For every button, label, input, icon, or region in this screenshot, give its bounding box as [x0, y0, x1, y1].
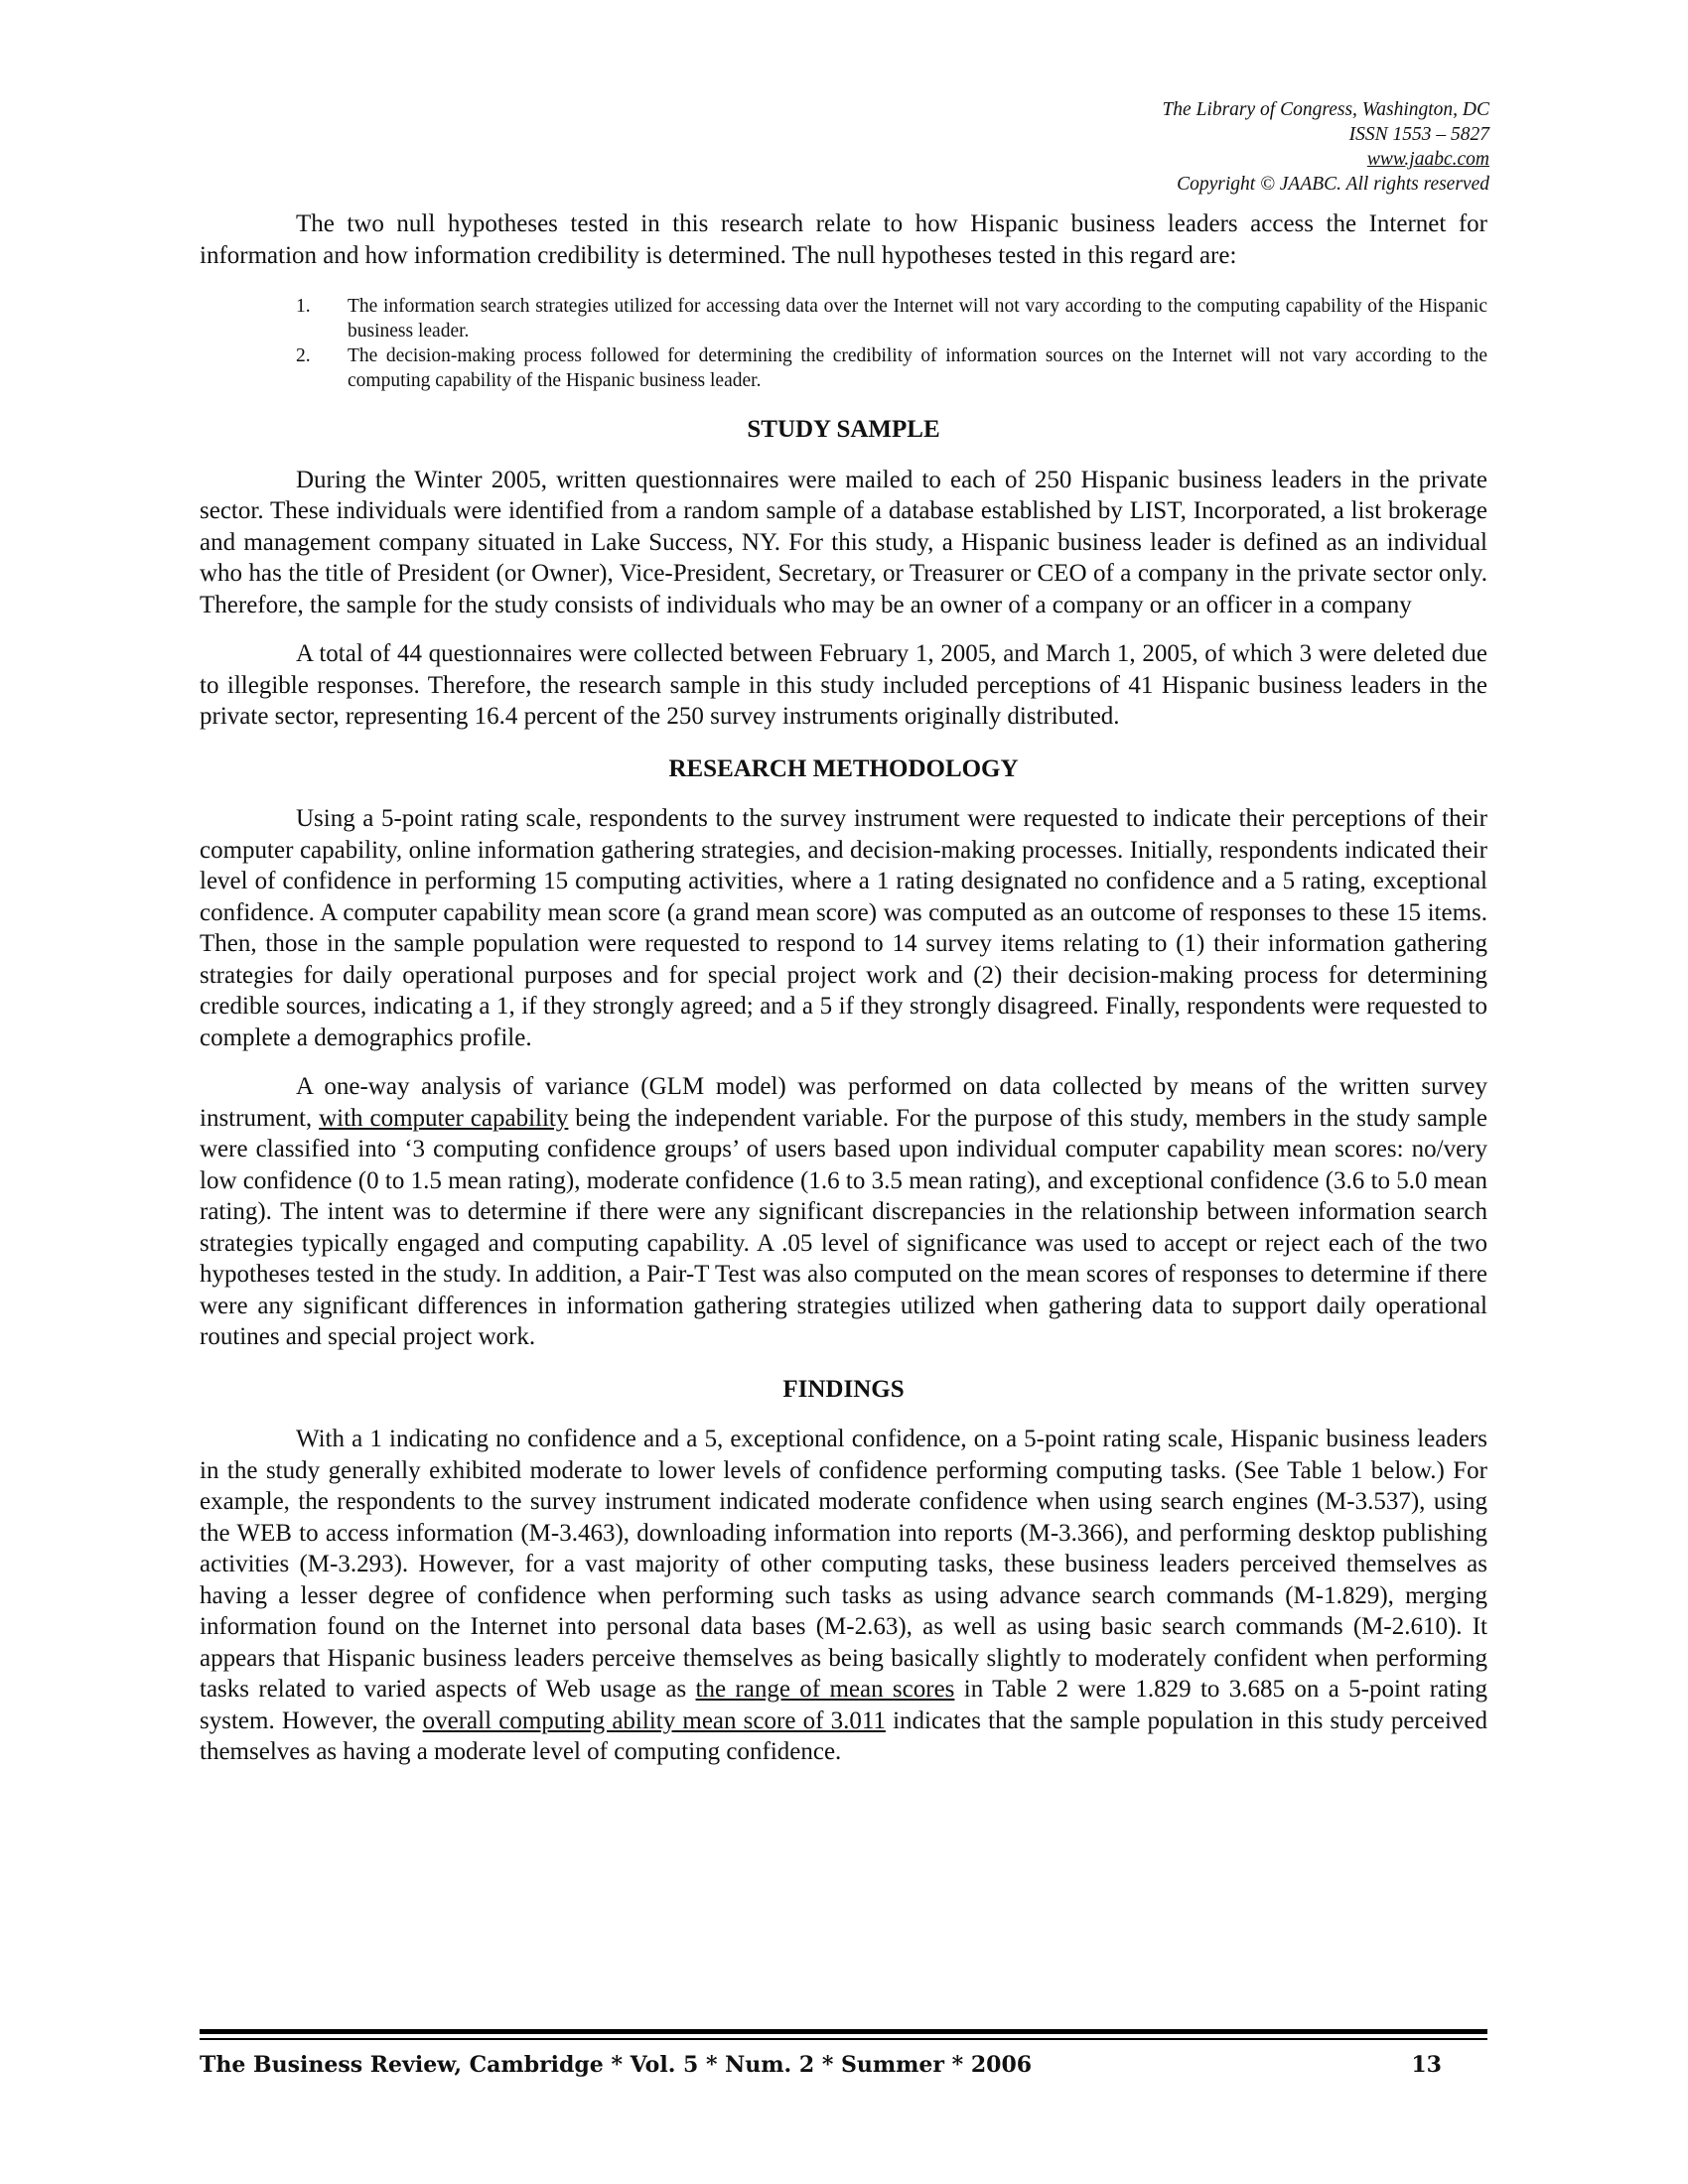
- hypothesis-item: [200, 294, 1487, 343]
- hypotheses-list: [200, 294, 1487, 393]
- hypothesis-number: 1.: [296, 296, 311, 317]
- text-run: being the independent variable. For the purpose of this study, members in the study sample were classified into ‘3 computing confidence groups’ of users based upon individual computer capability mean scores: no/very low confidence (0 to 1.5 mean rating), moderate confidence (1.6 to 3.5 mean rating), and exceptional confidence (3.6 to 5.0 mean rating). The intent was to determine if there were any significant discrepancies in the relationship between information search strategies typically engaged and computing capability. A .05 level of significance was used to accept or reject each of the two hypotheses tested in the study. In addition, a Pair-T Test was also computed on the mean scores of responses to determine if there were any significant differences in information gathering strategies utilized when gathering data to support daily operational routines and special project work.: [200, 1104, 1487, 1350]
- hypothesis-number: 2.: [296, 345, 311, 366]
- header-copyright: Copyright © JAABC. All rights reserved: [1177, 174, 1489, 195]
- section-heading-study-sample: STUDY SAMPLE: [747, 416, 940, 443]
- footer-rule-thin: [200, 2038, 1487, 2040]
- header-website-link[interactable]: www.jaabc.com: [1366, 149, 1489, 170]
- section-heading-methodology: RESEARCH METHODOLOGY: [668, 754, 1019, 782]
- text-run: A one-way analysis of variance (GLM model) was performed on data collected by means of the written survey instrument,: [200, 1073, 1487, 1132]
- running-header: [794, 97, 1489, 197]
- methodology-paragraph: [200, 1071, 1487, 1353]
- text-run: indicates that the sample population in this study perceived themselves as having a moderate level of computing confidence.: [200, 1706, 1487, 1765]
- hypothesis-item: [200, 343, 1487, 393]
- study-sample-paragraph: A total of 44 questionnaires were collected between February 1, 2005, and March 1, 2005, of which 3 were deleted due to illegible responses. Therefore, the research sample in this study included perceptions of 41 Hispanic business leaders in the private sector, representing 16.4 percent of the 250 survey instruments originally distributed.: [200, 640, 1487, 730]
- hypothesis-text: The decision-making process followed for determining the credibility of information sources on the Internet will not vary according to the computing capability of the Hispanic business leader.: [348, 345, 1487, 391]
- methodology-paragraph: Using a 5-point rating scale, respondents to the survey instrument were requested to indicate their perceptions of their computer capability, online information gathering strategies, and decision-making processes. Initially, respondents indicated their level of confidence in performing 15 computing activities, where a 1 rating designated no confidence and a 5 rating, exceptional confidence. A computer capability mean score (a grand mean score) was computed as an outcome of responses to these 15 items. Then, those in the sample population were requested to respond to 14 survey items relating to (1) their information gathering strategies for daily operational purposes and for special project work and (2) their decision-making process for determining credible sources, indicating a 1, if they strongly agreed; and a 5 if they strongly disagreed. Finally, respondents were requested to complete a demographics profile.: [200, 805, 1487, 1051]
- underlined-phrase: the range of mean scores: [695, 1676, 955, 1703]
- hypothesis-text: The information search strategies utilized for accessing data over the Internet will not vary according to the computing capability of the Hispanic business leader.: [348, 296, 1487, 341]
- intro-paragraph: The two null hypotheses tested in this research relate to how Hispanic business leaders access the Internet for information and how information credibility is determined. The null hypotheses tested in this regard are:: [200, 210, 1487, 269]
- footer-row: [200, 2052, 1487, 2078]
- header-library: The Library of Congress, Washington, DC: [1162, 99, 1489, 120]
- text-run: in Table 2 were 1.829 to 3.685 on a 5-point rating system. However, the: [200, 1676, 1488, 1734]
- running-footer: [200, 2029, 1487, 2078]
- page-number: 13: [1411, 2052, 1442, 2078]
- underlined-phrase: overall computing ability mean score of 3.011: [422, 1706, 886, 1734]
- footer-rule-thick: [200, 2029, 1487, 2034]
- findings-paragraph: [200, 1424, 1487, 1768]
- footer-journal-info: The Business Review, Cambridge * Vol. 5 * Num. 2 * Summer * 2006: [200, 2052, 1033, 2078]
- text-run: With a 1 indicating no confidence and a 5, exceptional confidence, on a 5-point rating scale, Hispanic business leaders in the study generally exhibited moderate to lower levels of confidence performing computing tasks. (See Table 1 below.) For example, the respondents to the survey instrument indicated moderate confidence when using search engines (M-3.537), using the WEB to access information (M-3.463), downloading information into reports (M-3.366), and performing desktop publishing activities (M-3.293). However, for a vast majority of other computing tasks, these business leaders perceived themselves as having a lesser degree of confidence when performing such tasks as using advance search commands (M-1.829), merging information found on the Internet into personal data bases (M-2.63), as well as using basic search commands (M-2.610). It appears that Hispanic business leaders perceive themselves as being basically slightly to moderately confident when performing tasks related to varied aspects of Web usage as: [200, 1426, 1487, 1703]
- header-issn: ISSN 1553 – 5827: [1348, 124, 1489, 145]
- section-heading-findings: FINDINGS: [782, 1375, 905, 1403]
- article-body: [200, 208, 1487, 1768]
- study-sample-paragraph: During the Winter 2005, written questionnaires were mailed to each of 250 Hispanic business leaders in the private sector. These individuals were identified from a random sample of a database established by LIST, Incorporated, a list brokerage and management company situated in Lake Success, NY. For this study, a Hispanic business leader is defined as an individual who has the title of President (or Owner), Vice-President, Secretary, or Treasurer or CEO of a company in the private sector only. Therefore, the sample for the study consists of individuals who may be an owner of a company or an officer in a company: [200, 466, 1487, 618]
- underlined-phrase: with computer capability: [319, 1104, 569, 1132]
